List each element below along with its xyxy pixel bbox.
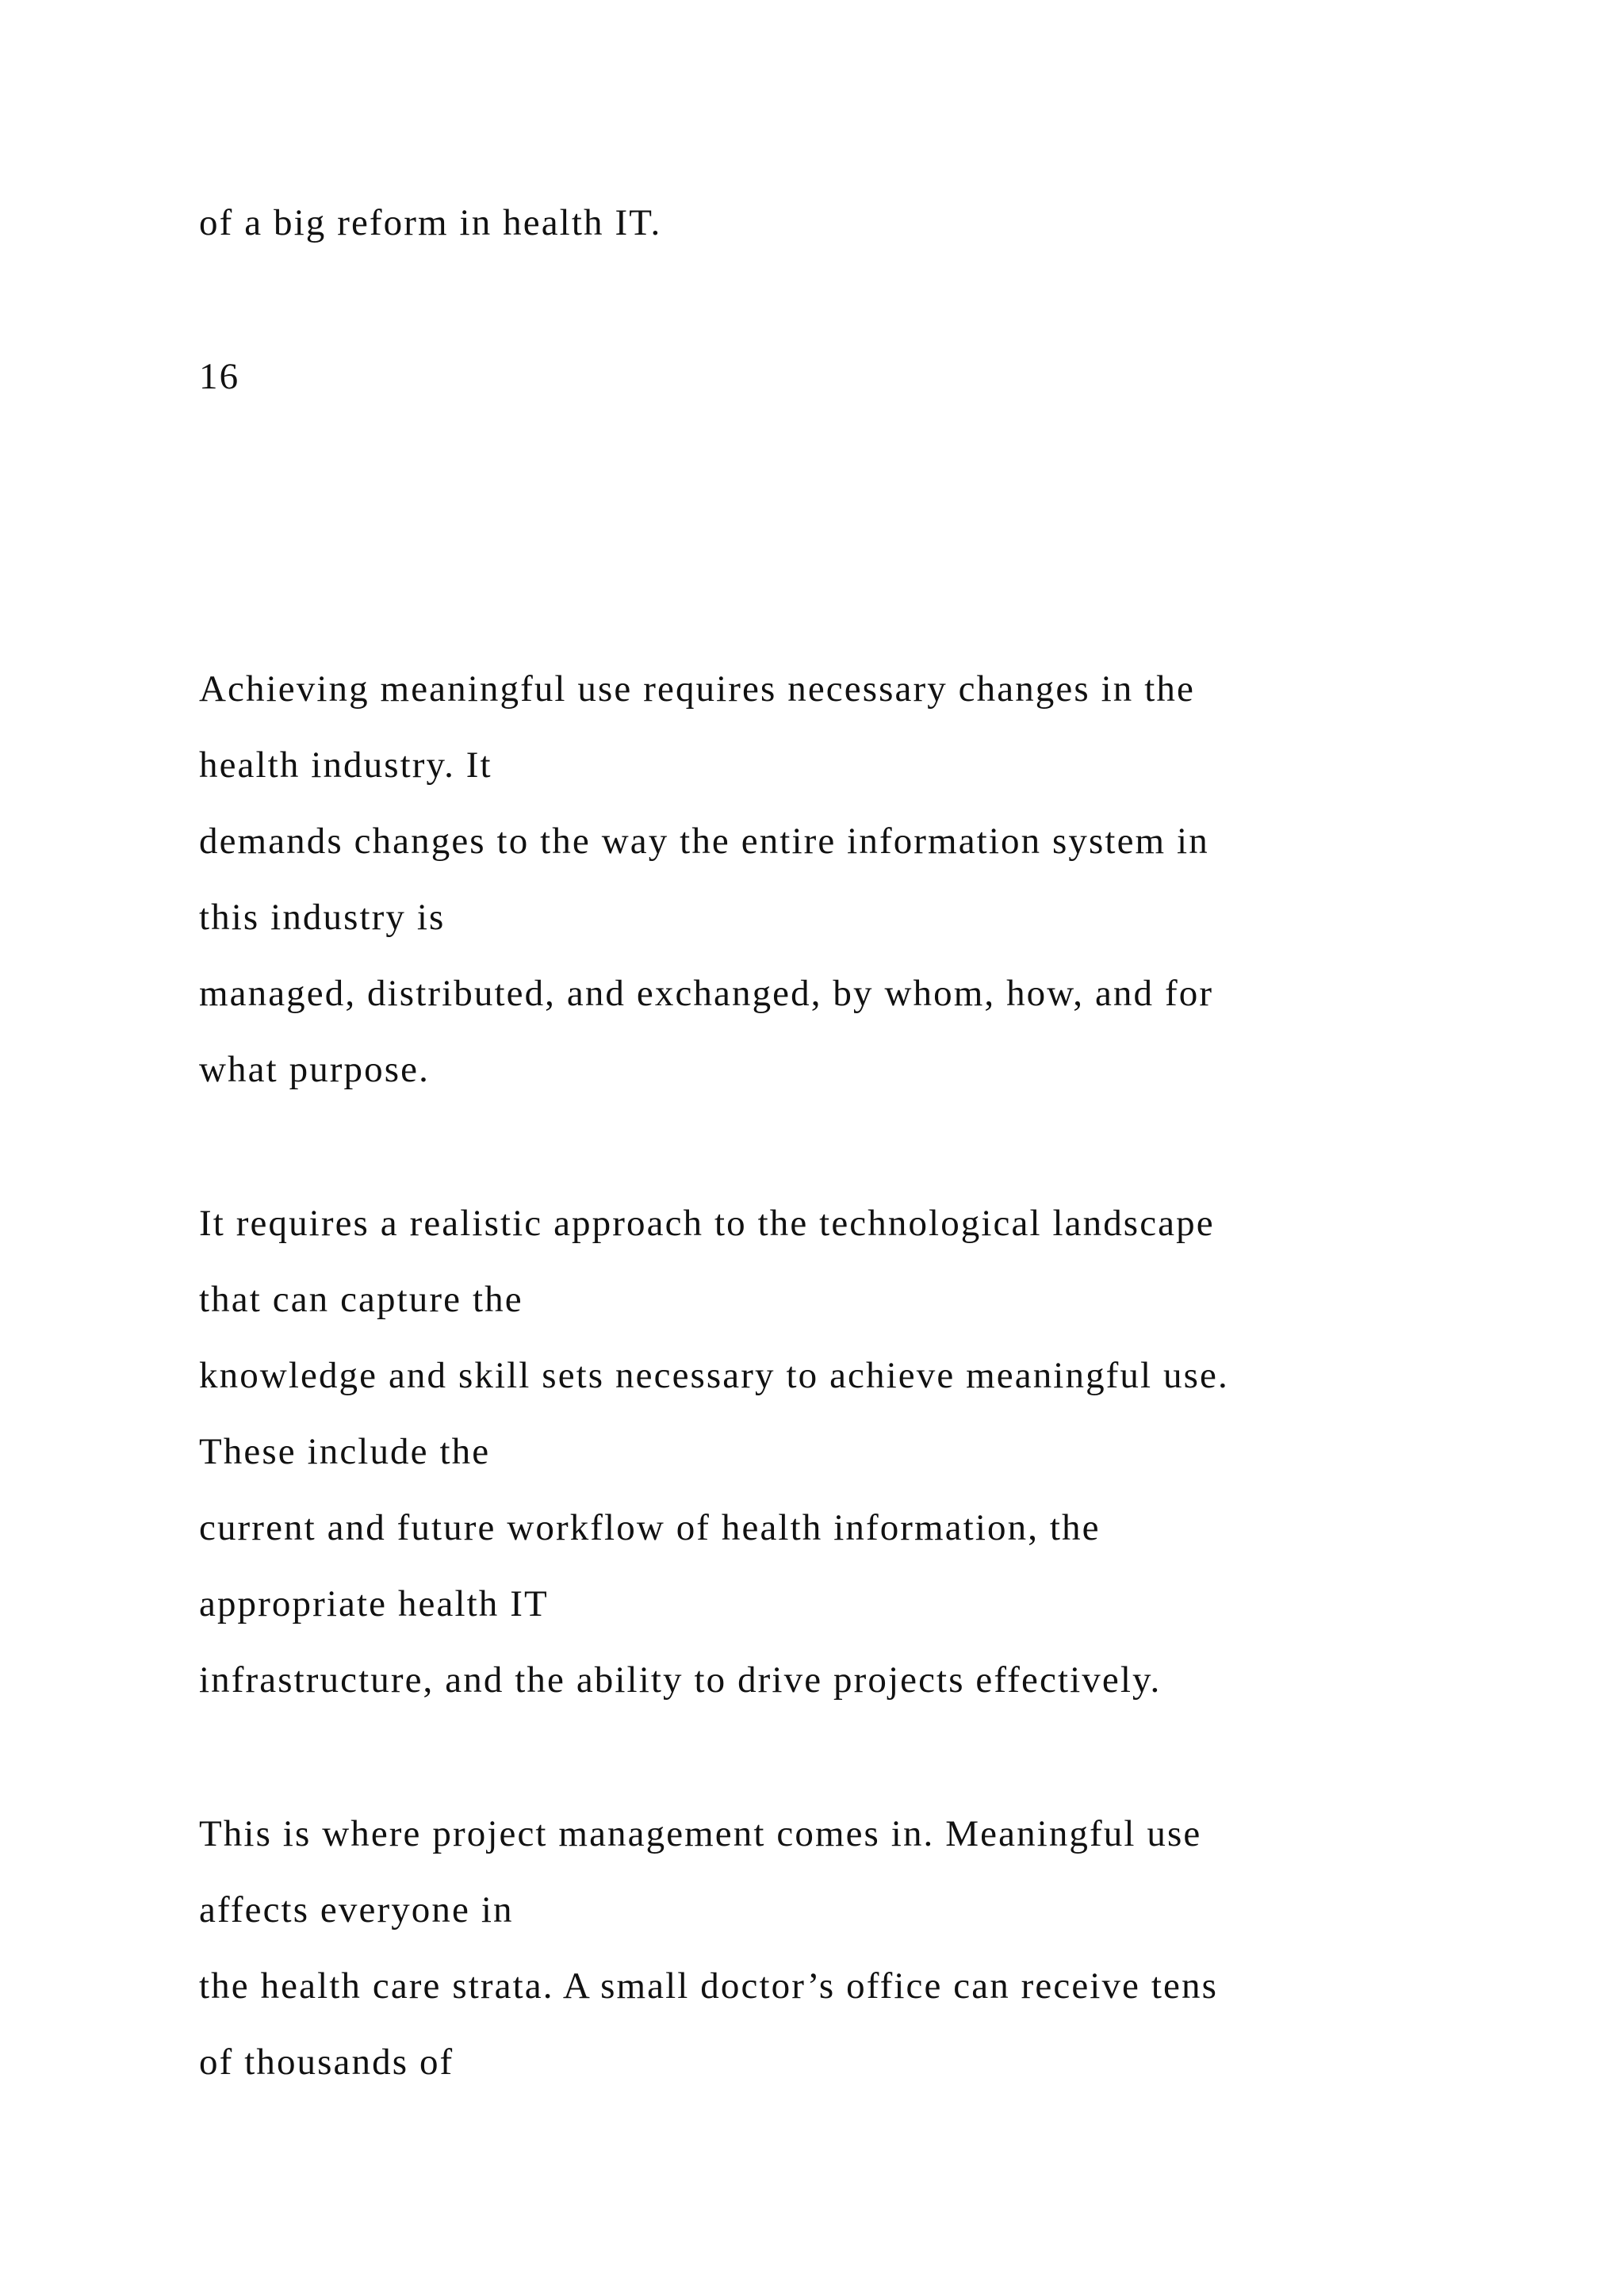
text-line: what purpose. [199,1049,430,1090]
text-line: knowledge and skill sets necessary to achieve meaningful use. [199,1355,1229,1396]
text-line: appropriate health IT [199,1583,549,1624]
page-number: 16 [199,356,240,397]
text-line: of a big reform in health IT. [199,202,662,243]
text-line: infrastructure, and the ability to drive projects effectively. [199,1659,1162,1701]
text-line: demands changes to the way the entire information system in [199,821,1209,862]
text-line: health industry. It [199,744,492,786]
text-line: of thousands of [199,2042,454,2083]
text-line: It requires a realistic approach to the technological landscape [199,1203,1215,1244]
text-line: affects everyone in [199,1889,514,1931]
text-line: Achieving meaningful use requires necessary changes in the [199,668,1195,710]
text-line: that can capture the [199,1279,523,1320]
text-line: These include the [199,1431,491,1472]
text-line: current and future workflow of health information, the [199,1507,1101,1548]
text-line: the health care strata. A small doctor’s office can receive tens [199,1965,1218,2007]
text-line: managed, distributed, and exchanged, by whom, how, and for [199,973,1214,1014]
text-line: This is where project management comes in. Meaningful use [199,1813,1202,1854]
text-line: this industry is [199,897,446,938]
